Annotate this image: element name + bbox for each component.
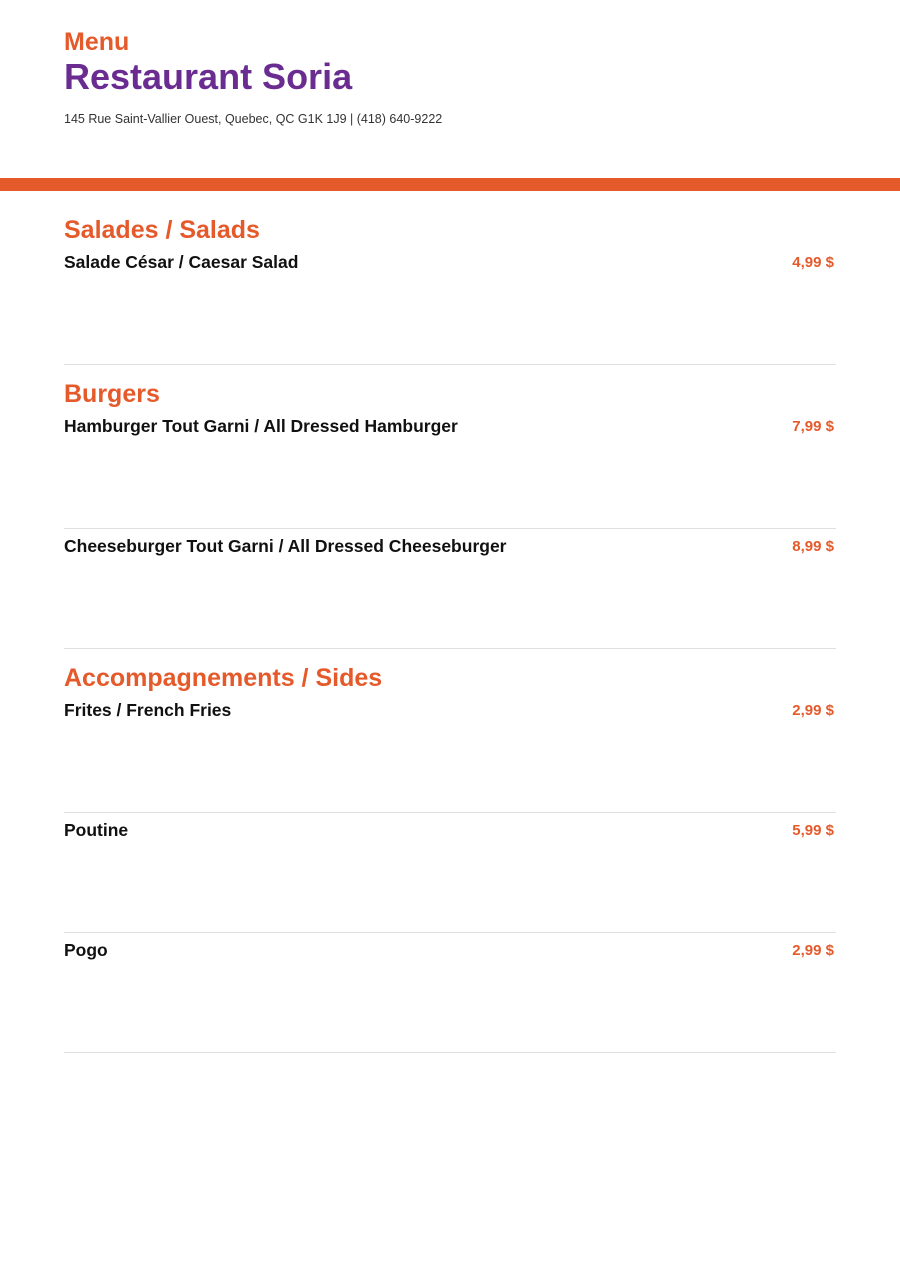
item-name: Salade César / Caesar Salad xyxy=(64,252,299,272)
item-name: Pogo xyxy=(64,940,108,960)
item-price: 2,99 $ xyxy=(792,702,834,719)
item-price: 4,99 $ xyxy=(792,254,834,271)
menu-item xyxy=(64,693,836,813)
item-price: 8,99 $ xyxy=(792,538,834,555)
menu-label: Menu xyxy=(64,28,130,56)
item-name: Frites / French Fries xyxy=(64,700,232,720)
section-title: Salades / Salads xyxy=(64,216,260,244)
menu-header xyxy=(64,28,836,127)
menu-body xyxy=(64,215,836,1053)
menu-section-sides xyxy=(64,663,836,1053)
item-name: Poutine xyxy=(64,820,129,840)
item-price: 7,99 $ xyxy=(792,418,834,435)
section-title: Accompagnements / Sides xyxy=(64,664,383,692)
accent-divider-bar xyxy=(0,178,900,191)
item-name: Cheeseburger Tout Garni / All Dressed Cheeseburger xyxy=(64,536,507,556)
section-title: Burgers xyxy=(64,380,160,408)
restaurant-name: Restaurant Soria xyxy=(64,56,353,97)
menu-item xyxy=(64,245,836,365)
menu-section-salads xyxy=(64,215,836,365)
restaurant-address: 145 Rue Saint-Vallier Ouest, Quebec, QC G1K 1J9 | (418) 640-9222 xyxy=(64,112,443,126)
menu-item xyxy=(64,529,836,649)
item-name: Hamburger Tout Garni / All Dressed Hamburger xyxy=(64,416,458,436)
menu-item xyxy=(64,933,836,1053)
menu-section-burgers xyxy=(64,379,836,649)
item-price: 5,99 $ xyxy=(792,822,834,839)
item-price: 2,99 $ xyxy=(792,942,834,959)
menu-item xyxy=(64,409,836,529)
menu-item xyxy=(64,813,836,933)
